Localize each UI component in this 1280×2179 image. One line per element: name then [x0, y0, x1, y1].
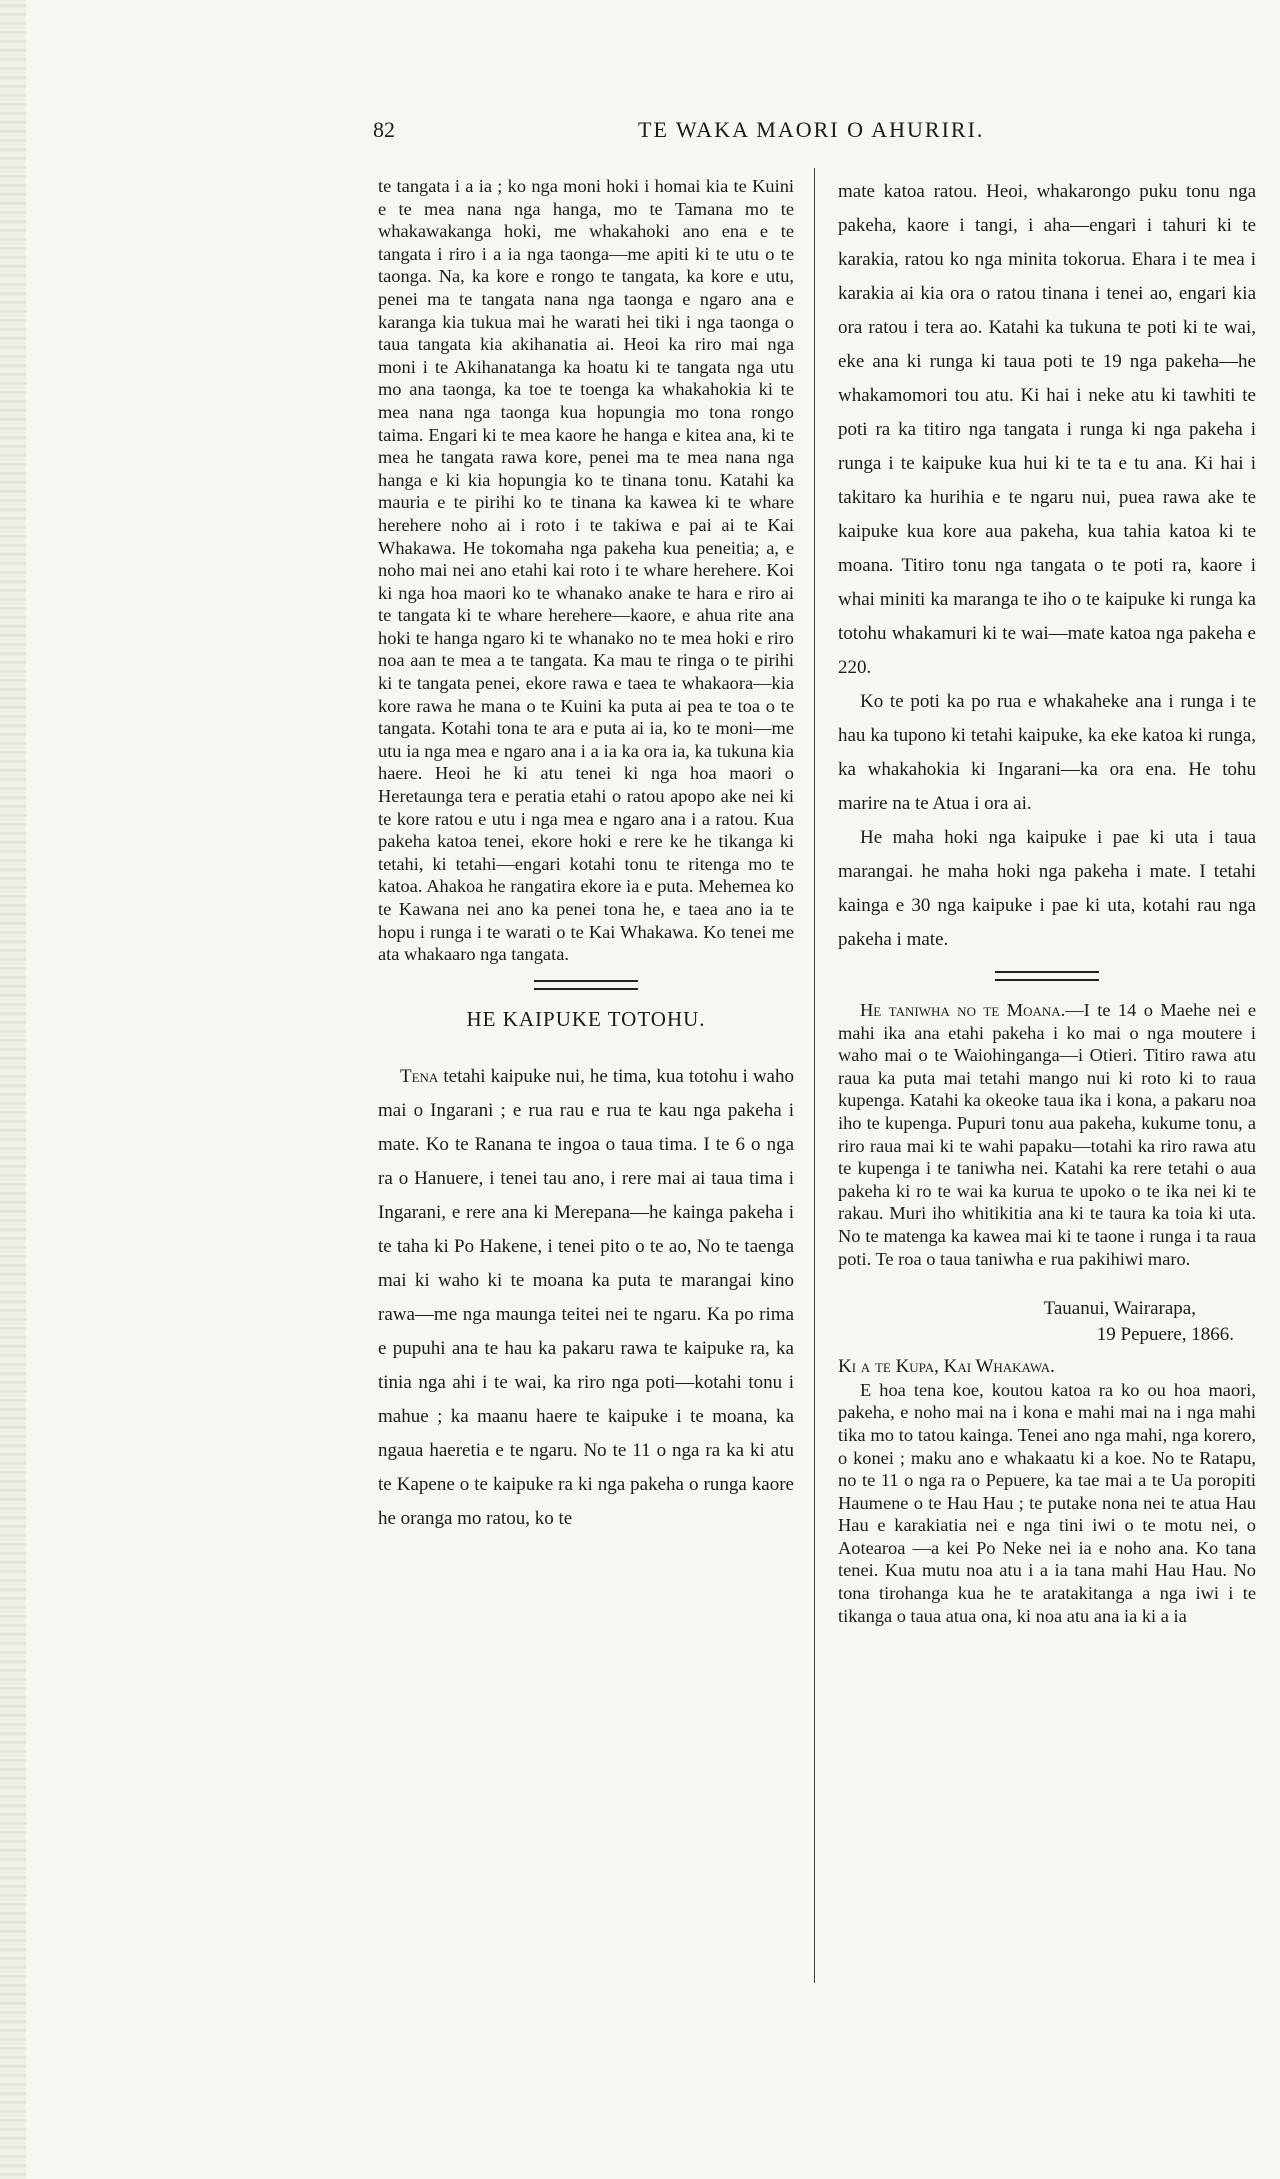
page-binding-edge — [0, 0, 26, 2179]
paragraph-warrant: te tangata i a ia ; ko nga moni hoki i homai kia te Kuini e te mea nana nga hanga, mo te Tamana mo te whakawakanga hoki, me whakahoki ano ena e te tangata i riro i a ia nga taonga—me apiti ki te utu o te taonga. Na, ka kore e rongo te tangata, ka kore e utu, penei ma te tangata nana nga taonga e ngaro ana e karanga kia tukua mai he warati hei tiki i nga taonga o taua tangata kia akihanatia ai. Heoi ka riro mai nga moni i te Akihanatanga ka hoatu ki te tangata nga utu mo ana taonga, ka toe te toenga ka whakahokia ki te mea nana nga taonga kua hopungia mo tona rongo taima. Engari ki te mea kaore he hanga e kitea ana, ki te mea he tangata rawa kore, penei ma te mea nana nga hanga e ki kia hopungia ko te tinana tonu. Katahi ka mauria e te pirihi ko te tinana ka kawea ki te whare herehere noho ai i roto i te takiwa e pai ai te Kai Whakawa. He tokomaha nga pakeha kua peneitia; a, e noho mai nei ano etahi kai roto i te whare herehere. Koi ki nga hoa maori ko te whanako anake te hara e riro ai te tangata ki te whare herehere—kaore, e ahua rite ana hoki te hanga ngaro ki te whanako no te mea hoki e riro noa aan te mea a te tangata. Ka mau te ringa o te pirihi ki te tangata penei, ekore rawa e taea te whakaora—kia kore rawa he mana o te Kuini ka puta ai pea te toa o te tangata. Kotahi tona te ara e puta ai ia, ko te moni—me utu ia nga mea e ngaro ana i a ia ka ora ia, ka tukuna kia haere. Heoi he ki atu tenei ki nga hoa maori o Heretaunga tera e peratia etahi o ratou apopo ake nei ki te kore ratou e utu i nga mea e ngaro ana i a ratou. Kua pakeha katoa tenei, ekore hoki e rere ke he tikanga ki tetahi, ki tetahi—engari kotahi tonu te ritenga mo te katoa. Ahakoa he rangatira ekore ia e puta. Mehemea ko te Kawana nei ano ka penei tona he, e taea ano ia te hopu i runga i te warati o te Kai Whakawa. Ko tenei me ata whakaaro nga tangata. — [378, 176, 794, 965]
paragraph-shipwreck-continued: mate katoa ratou. Heoi, whakarongo puku tonu nga pakeha, kaore i tangi, i aha—engari i tahuri ki te karakia, ratou ko nga minita tokorua. Ehara i te mea i karakia ai kia ora o ratou tinana i tenei ao, engari kia ora ratou i tera ao. Katahi ka tukuna te poti ki te wai, eke ana ki runga ki taua poti te 19 nga pakeha—he whakamomori tou atu. Ki hai i neke atu ki tawhiti te poti ra ka titiro nga tangata i runga ki nga pakeha i runga i te kaipuke kua hui ki te ta e tu ana. Ki hai i takitaro ka hurihia e te ngaru nui, puea rawa ake te kaipuke kua kore aua pakeha, kua tahia katoa ki te moana. Titiro tonu nga tangata o te poti ra, kaore i whai miniti ka maranga te iho o te kaipuke ki runga ka totohu whakamuri ki te wai—mate katoa nga pakeha e 220. — [838, 181, 1256, 678]
article-lead-word: Tena — [400, 1066, 439, 1088]
letter-date: 19 Pepuere, 1866. — [1096, 1324, 1234, 1346]
article-body: tetahi kaipuke nui, he tima, kua totohu i waho mai o Ingarani ; e rua rau e rua te kau nga pakeha i mate. Ko te Ranana te ingoa o taua tima. I te 6 o nga ra o Hanuere, i tenei tau ano, i rere mai ai taua tima i Ingarani, e rere ana ki Merepana—he kainga pakeha i te taha ki Po Hakene, i tenei pito o te ao, No te taenga mai ki waho ki te moana ka puta te marangai kino rawa—me nga maunga teitei nei te ngaru. Ka po rima e pupuhi ana te hau ka pakaru rawa te kaipuke ra, ka tinia nga ahi i te wai, ka riro nga poti—kotahi tonu i mahue ; ka maanu haere te kaipuke i te moana, ka ngaua haeretia e te ngaru. No te 11 o nga ra ka ki atu te Kapene o te kaipuke ra ki nga pakeha o runga kaore he oranga mo ratou, ko te — [378, 1066, 794, 1530]
article-heading: HE KAIPUKE TOTOHU. — [466, 1006, 706, 1031]
taniwha-headline: He taniwha no te Moana. — [860, 1000, 1066, 1020]
section-separator — [534, 980, 638, 990]
left-column — [378, 175, 794, 1536]
letter-place: Tauanui, Wairarapa, — [1043, 1298, 1196, 1320]
page-number: 82 — [373, 117, 395, 142]
article-taniwha — [838, 999, 1256, 1270]
paragraph-storm-losses: He maha hoki nga kaipuke i pae ki uta i taua marangai. he maha hoki nga pakeha i mate. I tetahi kainga e 30 nga kaipuke i pae ki uta, kotahi rau nga pakeha i mate. — [838, 827, 1256, 950]
right-column — [838, 175, 1256, 1627]
column-divider — [814, 168, 815, 1983]
taniwha-body: —I te 14 o Maehe nei e mahi ika ana etahi pakeha i ko mai o nga moutere i waho mai o te Waiohinganga—i Otieri. Titiro rawa atu raua ka puta mai tetahi mango nui ki roto ki to raua kupenga. Katahi ka okeoke taua ika i kona, a pakaru noa iho te kupenga. Pupuri tonu aua pakeha, kukume tonu, a riro raua mai ki te wahi papaku—totahi ka riro rawa atu te kupenga i te taniwha nei. Katahi ka rere tetahi o aua pakeha ki ro te wai ka kurua te upoko o te ika nei ki te rakau. Muri iho whitikitia ana ki te taura ka toia ki uta. No te matenga ka kawea mai ki te taone i runga i ta raua poti. Te roa o taua taniwha e rua pakihiwi maro. — [838, 1000, 1257, 1269]
paragraph-boat-rescue: Ko te poti ka po rua e whakaheke ana i runga i te hau ka tupono ki tetahi kaipuke, ka eke katoa ki runga, ka whakahokia ki Ingarani—ka ora ena. He tohu marire na te Atua i ora ai. — [838, 691, 1256, 814]
newspaper-title: TE WAKA MAORI O AHURIRI. — [638, 117, 985, 142]
article-shipwreck — [378, 1060, 794, 1536]
letter-address: Ki a te Kupa, Kai Whakawa. — [838, 1356, 1055, 1378]
section-separator — [995, 971, 1099, 981]
letter-body: E hoa tena koe, koutou katoa ra ko ou hoa maori, pakeha, e noho mai na i kona e mahi mai na i nga mahi tika mo to tatou kainga. Tenei ano nga mahi, nga korero, o konei ; maku ano e whakaatu ki a koe. No te Ratapu, no te 11 o nga ra o Pepuere, ka tae mai a te Ua poropiti Haumene o te Hau Hau ; te putake nona nei te atua Hau Hau e karakiatia nei e nga tini iwi o te motu nei, o Aotearoa —a kei Po Neke nei ia e noho ana. Ko tana tenei. Kua mutu noa atu i a ia tana mahi Hau Hau. No tona tirohanga kua he te aratakitanga a nga iwi i te tikanga o taua atua ona, ki noa atu ana ia ki a ia — [838, 1379, 1256, 1626]
